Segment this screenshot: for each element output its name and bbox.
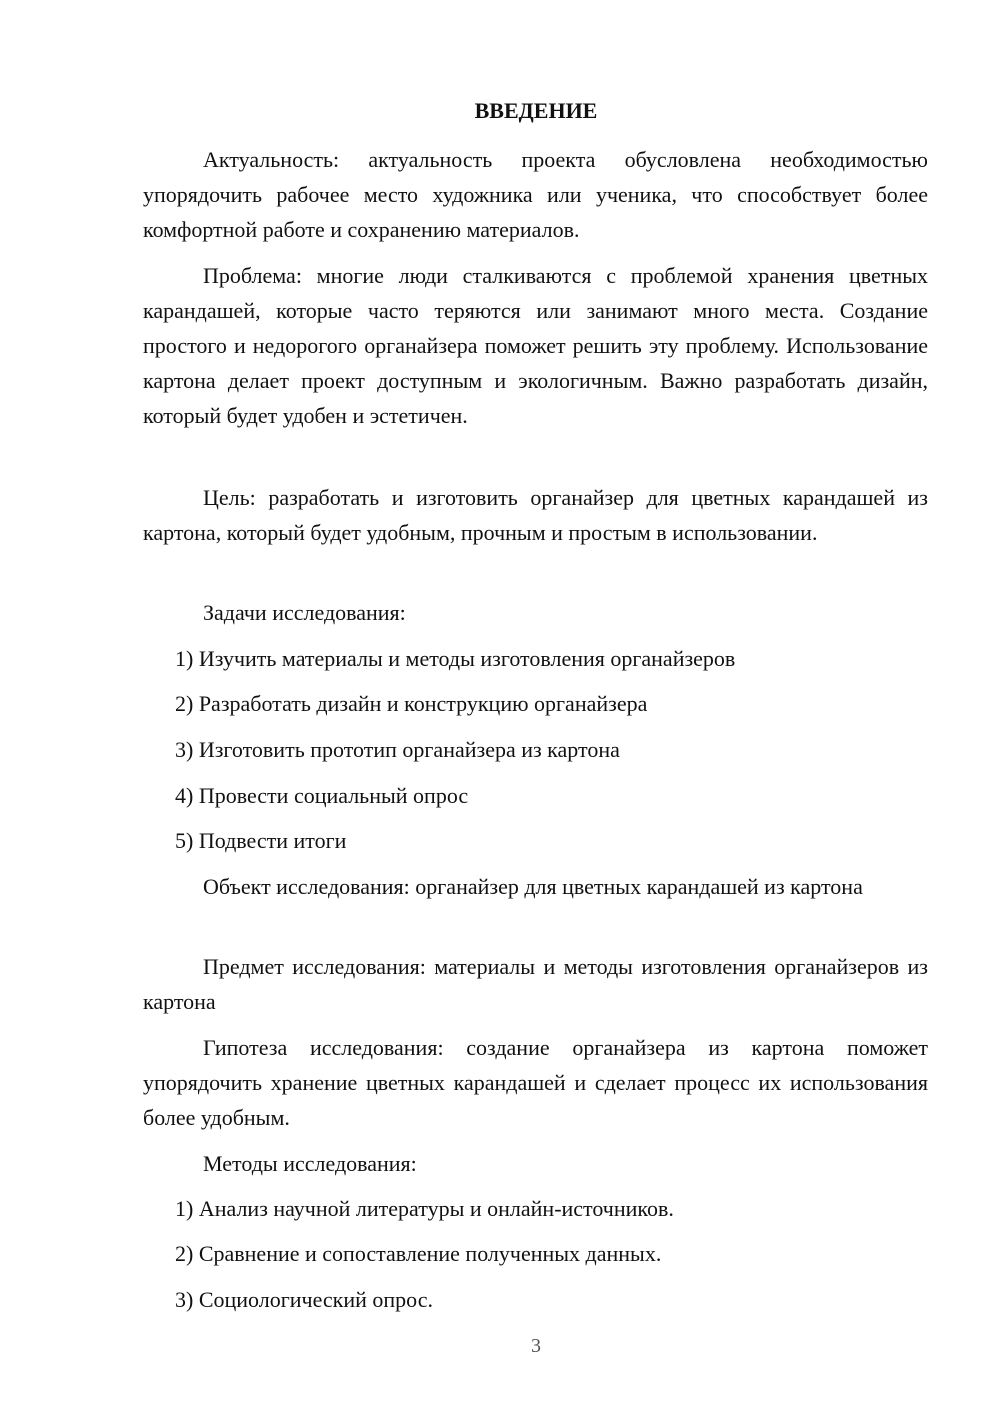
page-number: 3	[531, 1335, 541, 1357]
method-item: 3) Социологический опрос.	[175, 1287, 433, 1312]
hypothesis-paragraph: Гипотеза исследования: создание органайзера из картона поможет упорядочить хранение цветных карандашей и сделает процесс их использования более удобным.	[143, 1035, 928, 1130]
object-paragraph: Объект исследования: органайзер для цветных карандашей из картона	[203, 874, 863, 899]
subject-paragraph: Предмет исследования: материалы и методы изготовления органайзеров из картона	[143, 954, 928, 1014]
task-item: 5) Подвести итоги	[175, 828, 347, 853]
problem-paragraph: Проблема: многие люди сталкиваются с проблемой хранения цветных карандашей, которые часто теряются или занимают много места. Создание простого и недорогого органайзера поможет решить эту проблему. Использование картона делает проект доступным и экологичным. Важно разработать дизайн, который будет удобен и эстетичен.	[143, 263, 928, 428]
section-heading: ВВЕДЕНИЕ	[474, 98, 598, 123]
task-item: 2) Разработать дизайн и конструкцию органайзера	[175, 691, 648, 716]
relevance-paragraph: Актуальность: актуальность проекта обусловлена необходимостью упорядочить рабочее место художника или ученика, что способствует более комфортной работе и сохранению материалов.	[143, 147, 928, 242]
tasks-label: Задачи исследования:	[203, 600, 406, 625]
task-item: 4) Провести социальный опрос	[175, 783, 469, 808]
methods-label: Методы исследования:	[203, 1151, 417, 1176]
method-item: 1) Анализ научной литературы и онлайн-источников.	[175, 1196, 674, 1221]
task-item: 3) Изготовить прототип органайзера из картона	[175, 737, 620, 762]
method-item: 2) Сравнение и сопоставление полученных данных.	[175, 1241, 662, 1266]
goal-paragraph: Цель: разработать и изготовить органайзер для цветных карандашей из картона, который будет удобным, прочным и простым в использовании.	[143, 485, 928, 545]
task-item: 1) Изучить материалы и методы изготовления органайзеров	[175, 646, 736, 671]
